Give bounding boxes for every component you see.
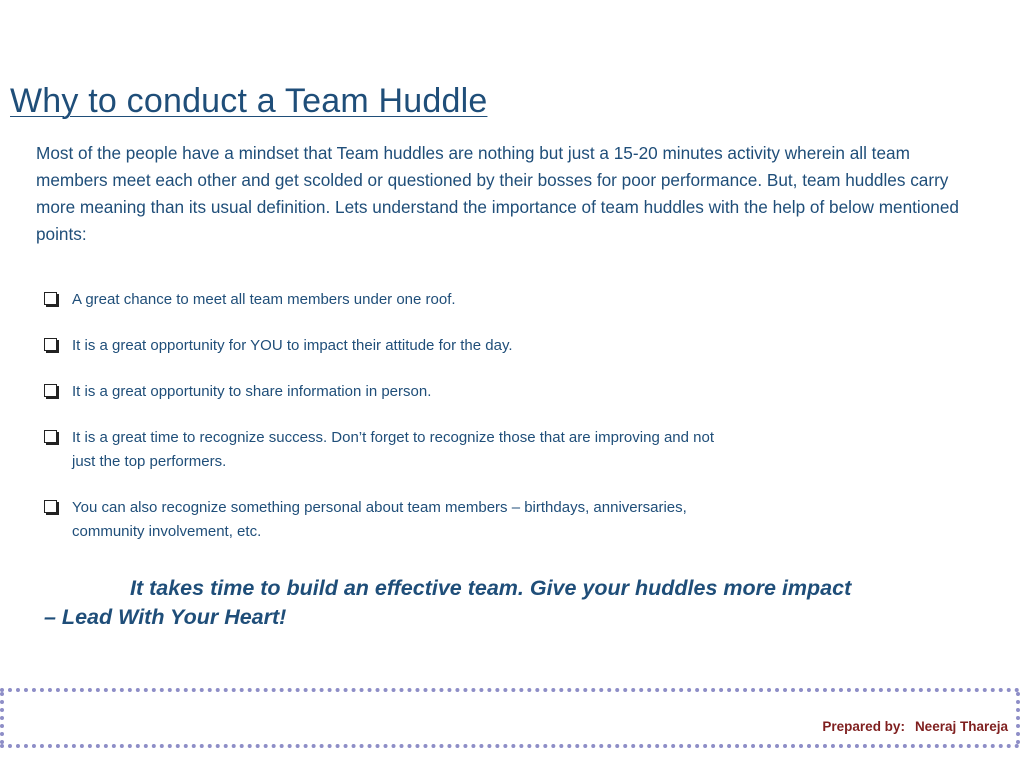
bullet-item bbox=[44, 334, 724, 358]
author-name: Neeraj Thareja bbox=[914, 719, 1008, 734]
bullet-text: It is a great time to recognize success. Don’t forget to recognize those that are improving and not just the top performers. bbox=[72, 429, 715, 470]
closing-quote bbox=[44, 574, 984, 632]
checkbox-square-icon bbox=[44, 338, 57, 351]
bullet-text: It is a great opportunity to share information in person. bbox=[72, 383, 432, 400]
checkbox-square-icon bbox=[44, 430, 57, 443]
checkbox-square-icon bbox=[44, 292, 57, 305]
bullet-text: It is a great opportunity for YOU to impact their attitude for the day. bbox=[72, 337, 513, 354]
bullet-text: You can also recognize something personal about team members – birthdays, anniversaries, community involvement, etc. bbox=[72, 499, 687, 540]
quote-line-2: – Lead With Your Heart! bbox=[44, 605, 287, 629]
footer-bar bbox=[0, 688, 1020, 748]
bullet-list bbox=[44, 288, 724, 544]
bullet-item bbox=[44, 288, 724, 312]
slide-title: Why to conduct a Team Huddle bbox=[10, 82, 488, 120]
intro-paragraph: Most of the people have a mindset that Team huddles are nothing but just a 15-20 minutes activity wherein all team members meet each other and get scolded or questioned by their bosses for poor performance. But, team huddles carry more meaning than its usual definition. Lets understand the importance of team huddles with the help of below mentioned points: bbox=[36, 143, 959, 244]
prepared-by bbox=[822, 719, 1008, 734]
footer-border-right bbox=[1016, 692, 1020, 744]
checkbox-square-icon bbox=[44, 384, 57, 397]
bullet-item bbox=[44, 496, 724, 544]
footer-border-left bbox=[0, 692, 4, 744]
bullet-text: A great chance to meet all team members under one roof. bbox=[72, 291, 456, 308]
checkbox-square-icon bbox=[44, 500, 57, 513]
bullet-item bbox=[44, 426, 724, 474]
quote-line-1: It takes time to build an effective team. Give your huddles more impact bbox=[130, 576, 852, 600]
prepared-by-label: Prepared by: bbox=[822, 719, 905, 734]
bullet-item bbox=[44, 380, 724, 404]
